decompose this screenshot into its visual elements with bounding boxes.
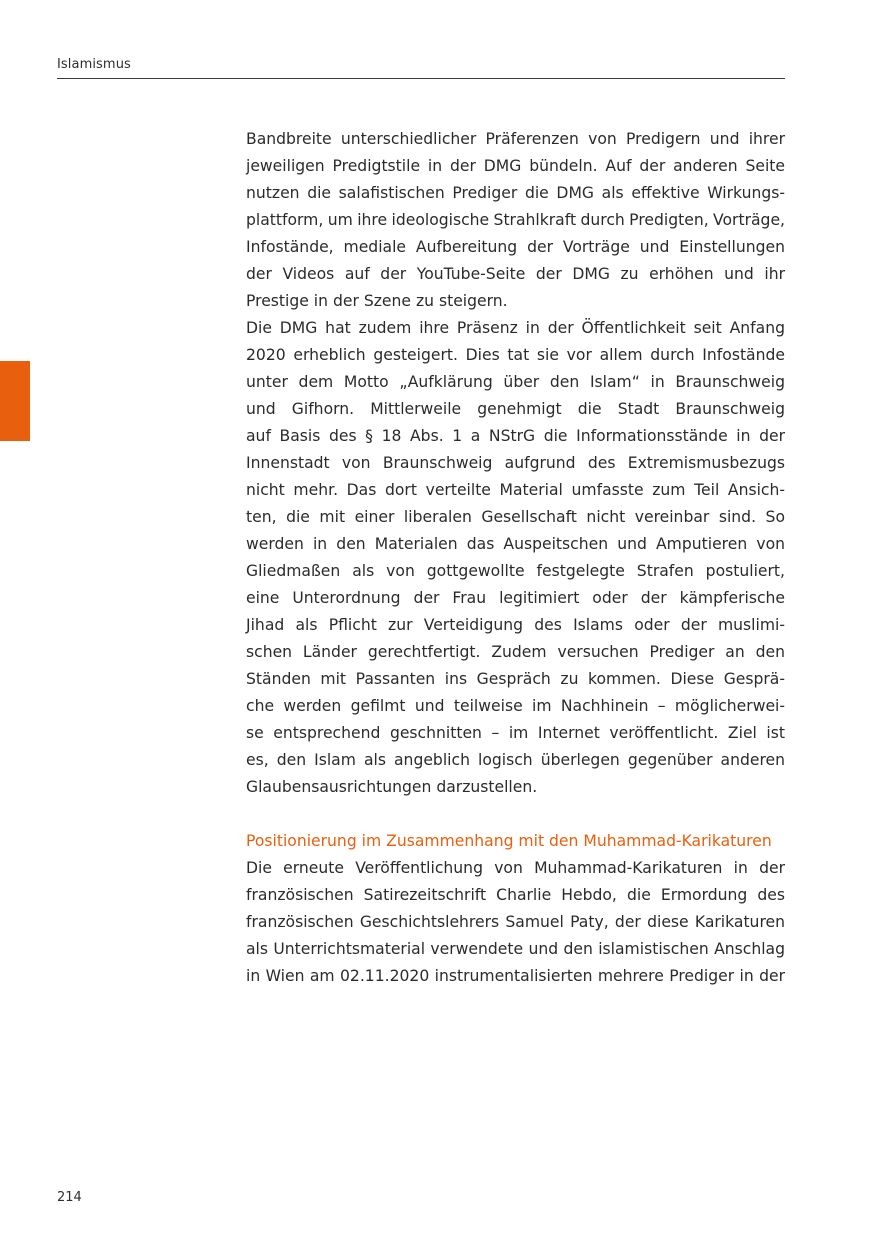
text-line: Gliedmaßen als von gottgewollte festgelegte Strafen postuliert, <box>246 562 785 580</box>
text-line: Bandbreite unterschiedlicher Präferenzen von Predigern und ihrer <box>246 130 785 148</box>
text-line: Prestige in der Szene zu steigern. <box>246 292 508 310</box>
text-line: ten, die mit einer liberalen Gesellschaft nicht vereinbar sind. So <box>246 508 785 526</box>
text-line: es, den Islam als angeblich logisch überlegen gegenüber anderen <box>246 751 785 769</box>
section-muhammad-karikaturen <box>246 828 785 990</box>
text-line: Die DMG hat zudem ihre Präsenz in der Öffentlichkeit seit Anfang <box>246 319 785 337</box>
paragraph-1 <box>246 126 785 315</box>
text-line: eine Unterordnung der Frau legitimiert oder der kämpferische <box>246 589 785 607</box>
text-line: se entsprechend geschnitten – im Internet veröffentlicht. Ziel ist <box>246 724 785 742</box>
text-line: werden in den Materialen das Auspeitschen und Amputieren von <box>246 535 785 553</box>
text-line: Glaubensausrichtungen darzustellen. <box>246 778 538 796</box>
text-line: in Wien am 02.11.2020 instrumentalisierten mehrere Prediger in der <box>246 967 785 985</box>
chapter-tab-marker <box>0 361 30 441</box>
text-line: plattform, um ihre ideologische Strahlkraft durch Predigten, Vorträge, <box>246 211 785 229</box>
text-line: französischen Satirezeitschrift Charlie Hebdo, die Ermordung des <box>246 886 785 904</box>
text-line: Jihad als Pflicht zur Verteidigung des Islams oder der muslimi- <box>246 616 785 634</box>
text-line: auf Basis des § 18 Abs. 1 a NStrG die Informationsstände in der <box>246 427 785 445</box>
text-line: Innenstadt von Braunschweig aufgrund des Extremismusbezugs <box>246 454 785 472</box>
text-line: 2020 erheblich gesteigert. Dies tat sie vor allem durch Infostände <box>246 346 785 364</box>
paragraph-spacer <box>246 801 785 828</box>
text-line: nutzen die salafistischen Prediger die DMG als effektive Wirkungs- <box>246 184 785 202</box>
running-header-title: Islamismus <box>57 57 131 72</box>
main-text-column <box>246 126 785 990</box>
text-line: schen Länder gerechtfertigt. Zudem versuchen Prediger an den <box>246 643 785 661</box>
text-line: Die erneute Veröffentlichung von Muhammad-Karikaturen in der <box>246 859 785 877</box>
text-line: che werden gefilmt und teilweise im Nachhinein – möglicherwei- <box>246 697 785 715</box>
text-line: französischen Geschichtslehrers Samuel Paty, der diese Karikaturen <box>246 913 785 931</box>
section-heading: Positionierung im Zusammenhang mit den Muhammad-Karikaturen <box>246 832 772 850</box>
header-divider <box>57 78 785 79</box>
text-line: unter dem Motto „Aufklärung über den Islam“ in Braunschweig <box>246 373 785 391</box>
paragraph-2 <box>246 315 785 801</box>
text-line: als Unterrichtsmaterial verwendete und den islamistischen Anschlag <box>246 940 785 958</box>
text-line: nicht mehr. Das dort verteilte Material umfasste zum Teil Ansich- <box>246 481 785 499</box>
text-line: Infostände, mediale Aufbereitung der Vorträge und Einstellungen <box>246 238 785 256</box>
page-number: 214 <box>57 1190 82 1205</box>
text-line: und Gifhorn. Mittlerweile genehmigt die Stadt Braunschweig <box>246 400 785 418</box>
text-line: Ständen mit Passanten ins Gespräch zu kommen. Diese Gesprä- <box>246 670 785 688</box>
text-line: der Videos auf der YouTube-Seite der DMG zu erhöhen und ihr <box>246 265 785 283</box>
text-line: jeweiligen Predigtstile in der DMG bündeln. Auf der anderen Seite <box>246 157 785 175</box>
